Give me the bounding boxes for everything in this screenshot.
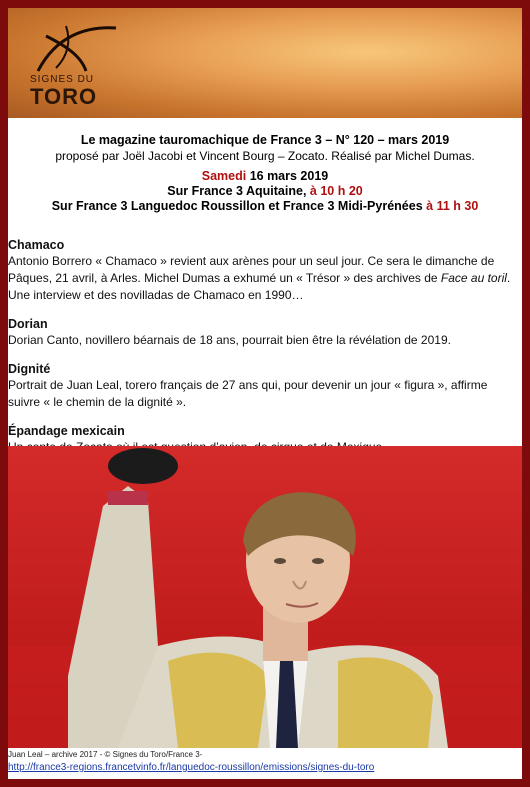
magazine-title: Le magazine tauromachique de France 3 – N° 120 – mars 2019 <box>80 133 450 147</box>
broadcast-languedoc-label: Sur France 3 Languedoc Roussillon et France 3 Midi-Pyrénées <box>51 199 427 213</box>
chamaco-text-a: Antonio Borrero « Chamaco » revient aux arènes pour un seul jour. Ce sera le dimanche de Pâques, 21 avril, à Arles. Michel Dumas a exhumé un « Trésor » des archives de <box>8 254 495 285</box>
program-link[interactable]: http://france3-regions.francetvinfo.fr/languedoc-roussillon/emissions/signes-du-toro <box>8 762 375 773</box>
section-text-dignite: Portrait de Juan Leal, torero français de 27 ans qui, pour devenir un jour « figura », affirme suivre « le chemin de la dignité ». <box>8 378 488 409</box>
logo-text-toro: TORO <box>30 84 98 109</box>
broadcast-aquitaine-time: à 10 h 20 <box>309 184 363 198</box>
chamaco-text-italic: Face au toril <box>440 271 507 285</box>
photo-caption: Juan Leal – archive 2017 - © Signes du Toro/France 3- <box>8 750 203 759</box>
date-day: Samedi <box>201 169 247 183</box>
header-banner <box>8 8 522 118</box>
broadcast-aquitaine <box>8 184 522 199</box>
logo-text-signes-du: SIGNES DU <box>30 74 95 85</box>
broadcast-aquitaine-label: Sur France 3 Aquitaine, <box>167 184 310 198</box>
section-text-dorian: Dorian Canto, novillero béarnais de 18 ans, pourrait bien être la révélation de 2019. <box>8 333 451 347</box>
chamaco-text-b: . Une interview et des novilladas de Chamaco en 1990… <box>8 271 511 302</box>
section-title-dignite: Dignité <box>8 362 51 376</box>
program-header <box>8 132 522 214</box>
date-rest: 16 mars 2019 <box>246 169 329 183</box>
program-sections <box>8 238 522 469</box>
torero-photo <box>8 446 522 748</box>
section-title-chamaco: Chamaco <box>8 238 65 252</box>
broadcast-languedoc <box>8 199 522 214</box>
section-title-dorian: Dorian <box>8 317 48 331</box>
torero-illustration <box>8 446 522 748</box>
broadcast-languedoc-time: à 11 h 30 <box>426 199 479 213</box>
broadcast-date <box>8 169 522 184</box>
section-title-epandage: Épandage mexicain <box>8 424 125 438</box>
section-text-chamaco <box>8 253 522 304</box>
credits-line: proposé par Joël Jacobi et Vincent Bourg – Zocato. Réalisé par Michel Dumas. <box>55 149 475 163</box>
content-panel <box>8 8 522 779</box>
